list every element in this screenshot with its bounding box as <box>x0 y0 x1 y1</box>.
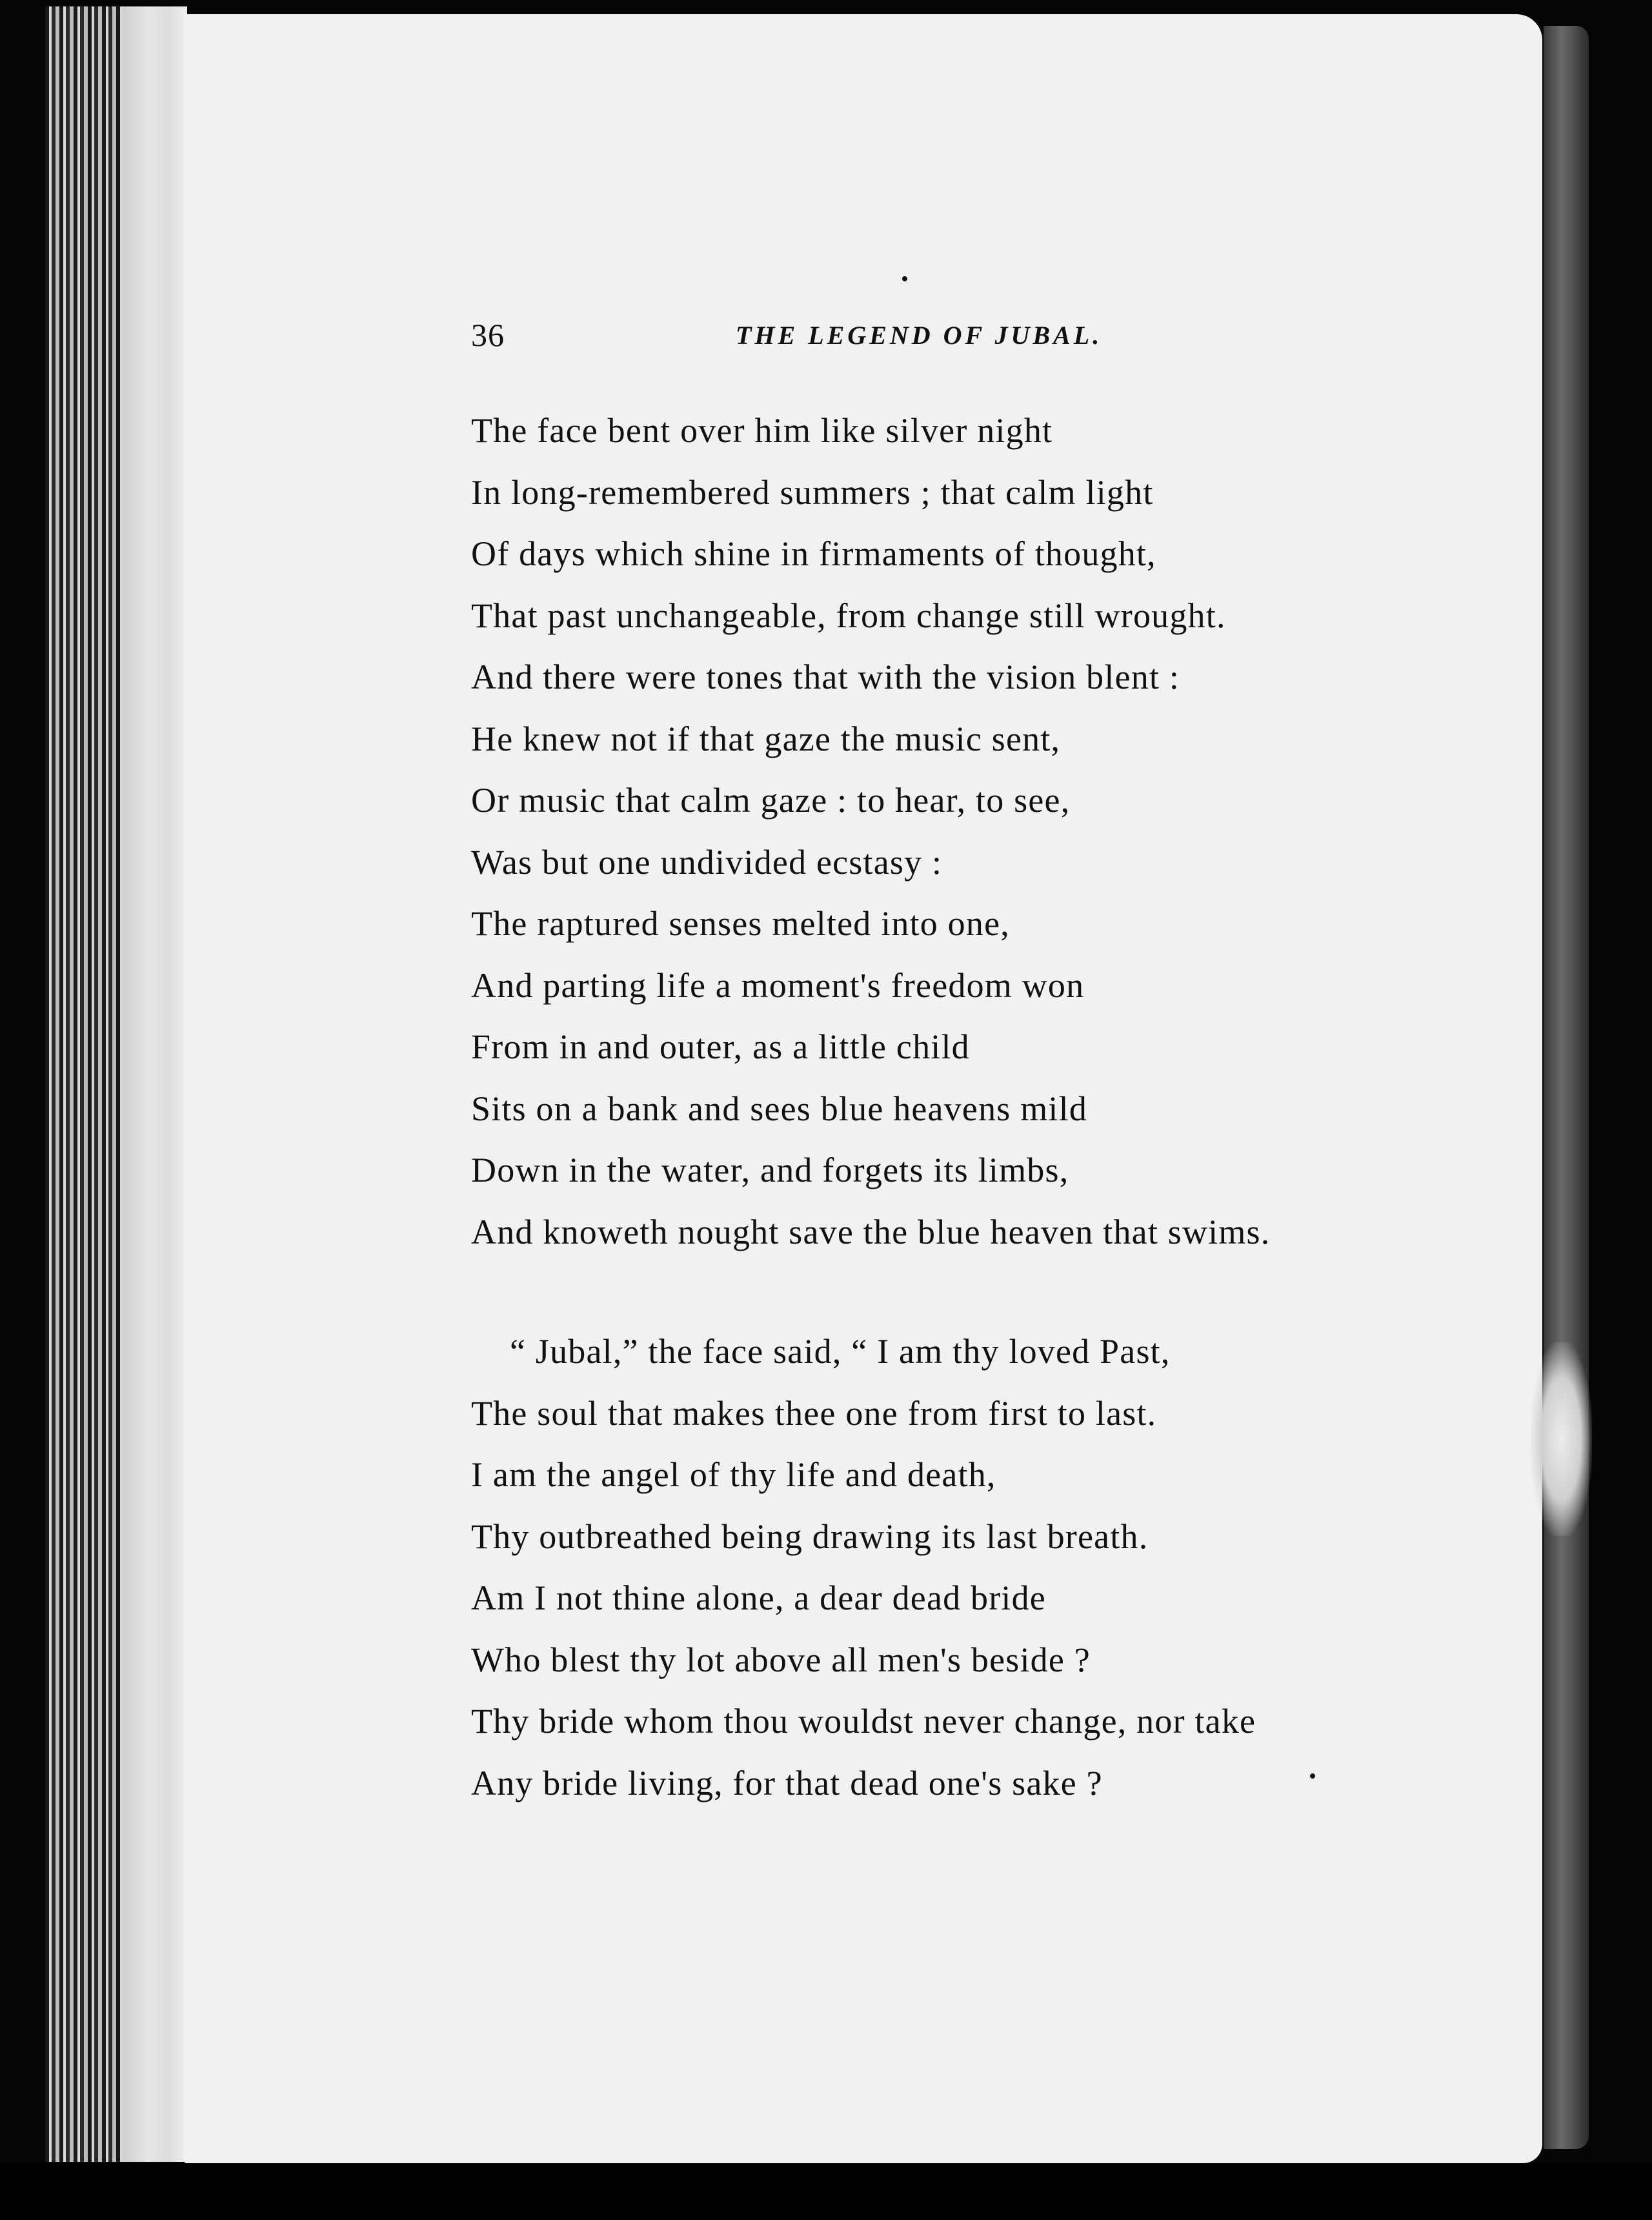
poem-line: Was but one undivided ecstasy : <box>471 842 943 882</box>
page-number: 36 <box>471 317 505 353</box>
ink-speck <box>1310 1773 1315 1779</box>
poem-line: Thy outbreathed being drawing its last breath. <box>471 1517 1149 1556</box>
poem-line: I am the angel of thy life and death, <box>471 1455 996 1494</box>
scan-bottom-shadow <box>0 2163 1652 2220</box>
page-header <box>471 316 1136 368</box>
poem-line: “ Jubal,” the face said, “ I am thy loved Past, <box>510 1332 1171 1371</box>
poem-line: That past unchangeable, from change still wrought. <box>471 596 1226 635</box>
back-cover-edge <box>1544 26 1589 2149</box>
poem-line: Who blest thy lot above all men's beside ? <box>471 1640 1091 1679</box>
poem-line: The face bent over him like silver night <box>471 411 1053 450</box>
ink-speck <box>902 276 907 281</box>
poem-line: Thy bride whom thou wouldst never change, nor take <box>471 1702 1256 1741</box>
poem-line: He knew not if that gaze the music sent, <box>471 719 1061 758</box>
poem-line: And parting life a moment's freedom won <box>471 965 1085 1005</box>
poem-line: In long-remembered summers ; that calm light <box>471 472 1154 512</box>
paper-damage-smudge <box>1531 1342 1592 1536</box>
stanza-break <box>471 1263 1394 1321</box>
poem-line: Or music that calm gaze : to hear, to see, <box>471 781 1071 820</box>
poem-line: Of days which shine in firmaments of thought, <box>471 534 1156 573</box>
running-head: THE LEGEND OF JUBAL. <box>736 321 1103 350</box>
poem-line: Sits on a bank and sees blue heavens mild <box>471 1089 1088 1128</box>
poem-line: Down in the water, and forgets its limbs, <box>471 1151 1069 1189</box>
poem-line: Am I not thine alone, a dear dead bride <box>471 1579 1046 1617</box>
poem-line: From in and outer, as a little child <box>471 1027 970 1066</box>
poem-line: And knoweth nought save the blue heaven that swims. <box>471 1212 1271 1251</box>
poem-line: The soul that makes thee one from first to last. <box>471 1393 1157 1433</box>
stanza-1 <box>471 400 1394 1263</box>
poem-line: And there were tones that with the vision blent : <box>471 658 1180 696</box>
poem-line: The raptured senses melted into one, <box>471 904 1010 943</box>
poem-body <box>471 400 1394 1814</box>
page-edges-light <box>123 6 187 2162</box>
poem-line: Any bride living, for that dead one's sake ? <box>471 1763 1103 1802</box>
stanza-2 <box>471 1321 1394 1814</box>
